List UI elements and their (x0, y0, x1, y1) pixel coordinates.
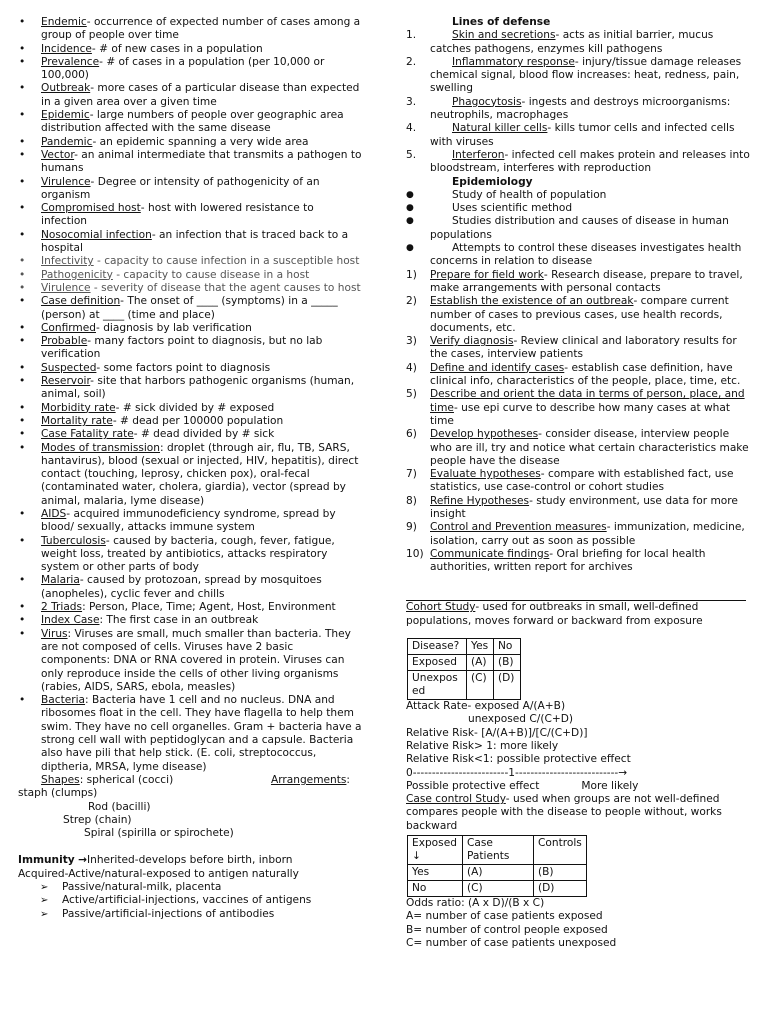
list-item: • Outbreak- more cases of a particular disease than expected in a given area over a given time (18, 82, 362, 109)
immunity-section: Immunity →Inherited-develops before birth, inborn Acquired-Active/natural-exposed to antigen naturally ➢ Passive/natural-milk, placenta ➢ Active/artificial-injections, vaccines of antigens ➢ Passive/artificial-injections of antibodies (18, 854, 362, 920)
list-item: • Case Fatality rate- # dead divided by # sick (18, 428, 362, 441)
list-item: • 2 Triads: Person, Place, Time; Agent, Host, Environment (18, 601, 362, 614)
list-item: • Virus: Viruses are small, much smaller than bacteria. They are not composed of cells. Viruses have 2 basic components: DNA or RNA covered in protein. Viruses can only reproduce inside the cells of other living organisms (rabies, AIDS, SARS, ebola, measles) (18, 628, 362, 694)
list-item: • Prevalence- # of cases in a population (per 10,000 or 100,000) (18, 56, 362, 83)
list-item: • Probable- many factors point to diagnosis, but no lab verification (18, 335, 362, 362)
list-item: • Pathogenicity - capacity to cause disease in a host (18, 269, 362, 282)
list-item: ● Study of health of population (406, 189, 752, 202)
definitions-list (18, 16, 362, 787)
arrangement-strep: Strep (chain) (63, 813, 132, 826)
list-item: • Modes of transmission: droplet (through air, flu, TB, SARS, hantavirus), blood (sexual or injected, HIV, hepatitis), direct contact (touching, leprosy, chicken pox), oral-fecal (contaminated water, cholera, giardia), vector (spread by animal, malaria, lyme disease) (18, 442, 362, 508)
list-item: • Endemic- occurrence of expected number of cases among a group of people over time (18, 16, 362, 43)
list-item: 9) Control and Prevention measures- immunization, medicine, isolation, carry out as soon as possible (406, 521, 745, 547)
risk-scale-labels: Possible protective effect More likely (406, 779, 639, 792)
list-item: • Nosocomial infection- an infection that is traced back to a hospital (18, 229, 362, 256)
shapes-line: Shapes: spherical (cocci) Arrangements: (41, 773, 350, 786)
list-item: • Compromised host- host with lowered resistance to infection (18, 202, 362, 229)
list-item: 5) Describe and orient the data in terms of person, place, and time- use epi curve to describe how many cases at what time (406, 388, 745, 427)
cohort-study: Cohort Study- used for outbreaks in small, well-defined populations, moves forward or backward from exposure (406, 601, 703, 627)
list-item: • Incidence- # of new cases in a population (18, 43, 362, 56)
case-control-study: Case control Study- used when groups are not well-defined compares people with the disease to people without, works backward (406, 793, 722, 832)
list-item: ● Attempts to control these diseases investigates health concerns in relation to disease (406, 242, 752, 269)
table-row: Exposed (A) (B) (408, 655, 521, 671)
attack-rate-exposed: Attack Rate- exposed A/(A+B) (406, 700, 566, 713)
list-item: • Tuberculosis- caused by bacteria, cough, fever, fatigue, weight loss, treated by antibiotics, attacks respiratory system or other parts of body (18, 535, 362, 575)
relative-risk-formula: Relative Risk- [A/(A+B)]/[C/(C+D)] (406, 726, 588, 739)
list-item: ➢ Active/artificial-injections, vaccines of antigens (18, 894, 362, 907)
table-row: Unexposed (C) (D) (408, 671, 521, 700)
list-item: 7) Evaluate hypotheses- compare with established fact, use statistics, use case-control or cohort studies (406, 468, 734, 494)
list-item: 1) Prepare for field work- Research disease, prepare to travel, make arrangements with personal contacts (406, 268, 743, 294)
case-control-table (407, 835, 587, 897)
table-row: No (C) (D) (408, 881, 587, 897)
list-item: • Malaria- caused by protozoan, spread by mosquitoes (anopheles), cyclic fever and chills (18, 574, 362, 601)
shape-spiral: Spiral (spirilla or spirochete) (84, 827, 234, 840)
list-item: 10) Communicate findings- Oral briefing for local health authorities, written report for archives (406, 547, 706, 574)
list-item: • Bacteria: Bacteria have 1 cell and no nucleus. DNA and ribosomes float in the cell. They have flagella to help them swim. They have no cell organelles. Gram + bacteria have a strong cell wall with peptidoglycan and a capsule. Bacteria also have pili that help stick. (E. coli, streptococcus, diptheria, MRSA, lyme disease) Shapes: spherical (cocci) Arrangements: (18, 694, 362, 787)
epidemiology-list (406, 189, 752, 269)
list-item: 4) Define and identify cases- establish case definition, have clinical info, characteristics of the people, place, time, etc. (406, 361, 741, 388)
right-column (406, 16, 752, 950)
relative-risk-greater: Relative Risk> 1: more likely (406, 739, 559, 752)
arrow-right-icon: → (78, 854, 87, 867)
list-item: ● Studies distribution and causes of disease in human populations (406, 215, 752, 242)
list-item: • Index Case: The first case in an outbreak (18, 614, 362, 627)
list-item: • Infectivity - capacity to cause infection in a susceptible host (18, 255, 362, 268)
cohort-table (407, 638, 521, 700)
list-item: • Suspected- some factors point to diagnosis (18, 362, 362, 375)
list-item: ● Uses scientific method (406, 202, 752, 215)
list-item: ➢ Passive/artificial-injections of antibodies (18, 908, 362, 921)
c-definition: C= number of case patients unexposed (406, 936, 617, 949)
list-item: • AIDS- acquired immunodeficiency syndrome, spread by blood/ sexually, attacks immune system (18, 508, 362, 535)
list-item: • Mortality rate- # dead per 100000 population (18, 415, 362, 428)
list-item: 5. Interferon- infected cell makes protein and releases into bloodstream, interferes with reproduction (406, 148, 750, 175)
list-item: • Epidemic- large numbers of people over geographic area distribution affected with the same disease (18, 109, 362, 136)
list-item: • Confirmed- diagnosis by lab verification (18, 322, 362, 335)
b-definition: B= number of control people exposed (406, 923, 608, 936)
table-row: Yes (A) (B) (408, 865, 587, 881)
table-row: Disease? Yes No (408, 639, 521, 655)
outbreak-steps-list (406, 269, 752, 575)
list-item: 4. Natural killer cells- kills tumor cells and infected cells with viruses (406, 122, 735, 148)
list-item: • Pandemic- an epidemic spanning a very wide area (18, 136, 362, 149)
list-item: • Vector- an animal intermediate that transmits a pathogen to humans (18, 149, 362, 176)
arrangement-staph: staph (clumps) (18, 787, 98, 800)
relative-risk-less: Relative Risk<1: possible protective effect (406, 753, 631, 766)
table-row: Exposed ↓ Case Patients Controls (408, 836, 587, 865)
immunity-title: Immunity (18, 854, 75, 867)
list-item: 6) Develop hypotheses- consider disease, interview people who are ill, try and notice what certain characteristics make people have the disease (406, 428, 749, 467)
list-item: ➢ Passive/natural-milk, placenta (18, 881, 362, 894)
list-item: 3) Verify diagnosis- Review clinical and laboratory results for the cases, interview patients (406, 335, 737, 361)
risk-scale: 0-------------------------1---------------------------→ (406, 766, 628, 779)
list-item: 3. Phagocytosis- ingests and destroys microorganisms: neutrophils, macrophages (406, 95, 731, 122)
left-column (18, 16, 362, 921)
lines-of-defense-list (406, 29, 752, 175)
attack-rate-unexposed: unexposed C/(C+D) (468, 713, 574, 726)
immunity-list (18, 881, 362, 921)
list-item: • Virulence - severity of disease that the agent causes to host (18, 282, 362, 295)
a-definition: A= number of case patients exposed (406, 910, 603, 923)
lines-of-defense-heading: Lines of defense (452, 16, 551, 28)
list-item: • Case definition- The onset of ____ (symptoms) in a _____ (person) at ____ (time and place) (18, 295, 362, 322)
list-item: • Morbidity rate- # sick divided by # exposed (18, 402, 362, 415)
list-item: 1. Skin and secretions- acts as initial barrier, mucus catches pathogens, enzymes kill pathogens (406, 29, 714, 55)
odds-ratio: Odds ratio: (A x D)/(B x C) (406, 897, 545, 910)
list-item: 8) Refine Hypotheses- study environment, use data for more insight (406, 494, 738, 520)
shape-rod: Rod (bacilli) (88, 800, 151, 813)
list-item: 2. Inflammatory response- injury/tissue damage releases chemical signal, blood flow increases: heat, redness, pain, swelling (406, 55, 742, 95)
list-item: • Virulence- Degree or intensity of pathogenicity of an organism (18, 176, 362, 203)
list-item: • Reservoir- site that harbors pathogenic organisms (human, animal, soil) (18, 375, 362, 402)
epidemiology-heading: Epidemiology (452, 175, 533, 188)
list-item: 2) Establish the existence of an outbreak- compare current number of cases to previous cases, use health records, documents, etc. (406, 295, 729, 334)
